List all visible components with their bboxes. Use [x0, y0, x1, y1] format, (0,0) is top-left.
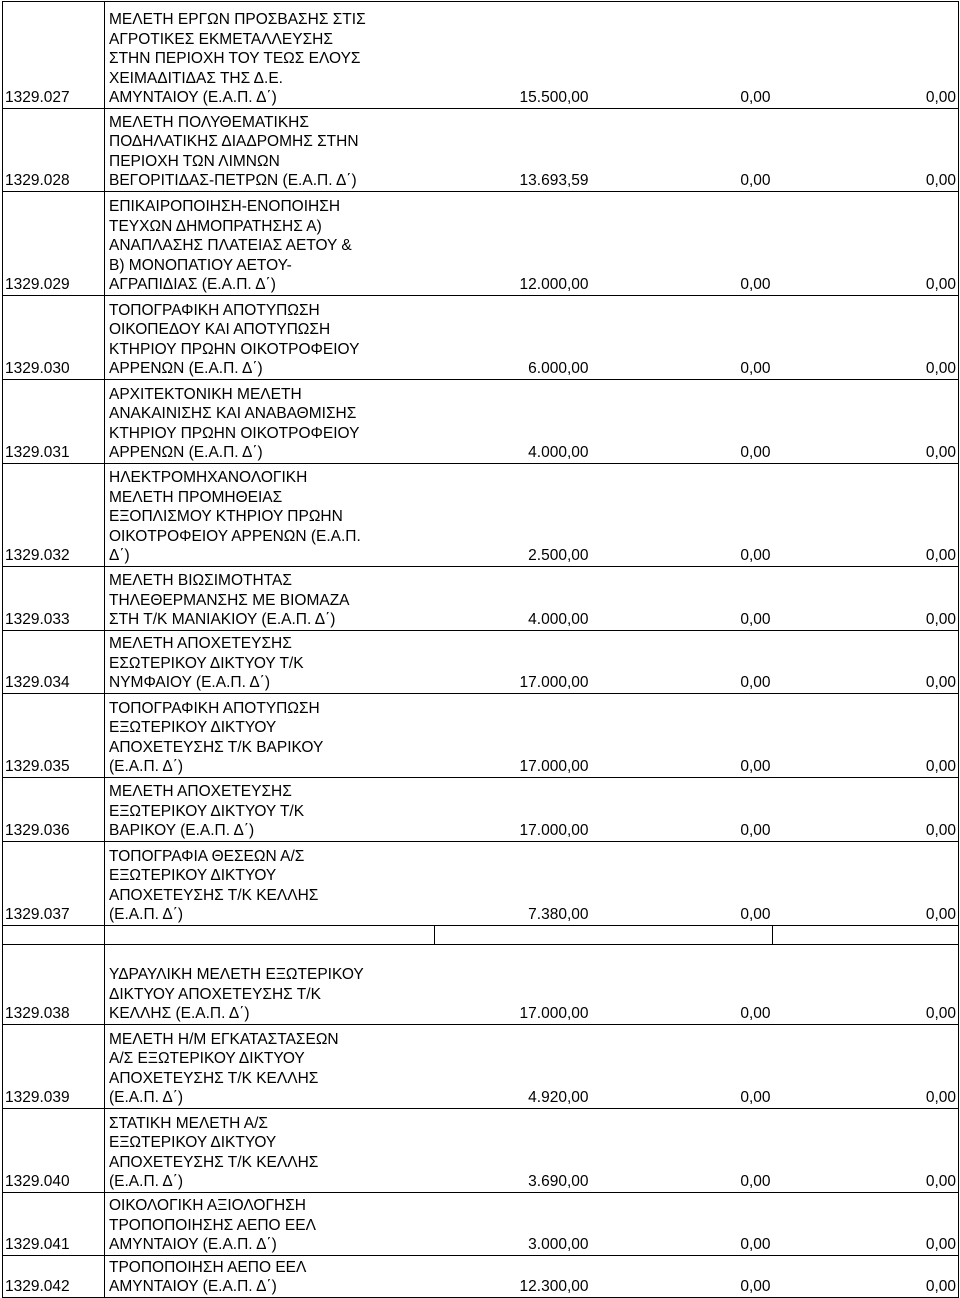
row-value-3: 0,00: [773, 1109, 959, 1193]
row-description: ΕΠΙΚΑΙΡΟΠΟΙΗΣΗ-ΕΝΟΠΟΙΗΣΗ ΤΕΥΧΩΝ ΔΗΜΟΠΡΑΤΗΣΗΣ Α) ΑΝΑΠΛΑΣΗΣ ΠΛΑΤΕΙΑΣ ΑΕΤΟΥ & Β) ΜΟΝΟΠΑΤΙΟΥ ΑΕΤΟΥ- ΑΓΡΑΠΙΔΙΑΣ (Ε.Α.Π. Δ΄): [105, 192, 435, 296]
row-code: 1329.029: [3, 192, 105, 296]
row-amount: 17.000,00: [435, 631, 591, 694]
row-value-3: 0,00: [773, 192, 959, 296]
row-value-2: 0,00: [591, 296, 773, 380]
row-description: ΣΤΑΤΙΚΗ ΜΕΛΕΤΗ Α/Σ ΕΞΩΤΕΡΙΚΟΥ ΔΙΚΤΥΟΥ ΑΠΟΧΕΤΕΥΣΗΣ Τ/Κ ΚΕΛΛΗΣ (Ε.Α.Π. Δ΄): [105, 1109, 435, 1193]
row-amount: 12.300,00: [435, 1256, 591, 1298]
row-code: 1329.030: [3, 296, 105, 380]
row-code: 1329.027: [3, 2, 105, 109]
row-amount: 4.000,00: [435, 380, 591, 464]
table-row: [3, 842, 959, 926]
row-description: ΤΟΠΟΓΡΑΦΙΚΗ ΑΠΟΤΥΠΩΣΗ ΕΞΩΤΕΡΙΚΟΥ ΔΙΚΤΥΟΥ ΑΠΟΧΕΤΕΥΣΗΣ Τ/Κ ΒΑΡΙΚΟΥ (Ε.Α.Π. Δ΄): [105, 694, 435, 778]
table-row: [3, 192, 959, 296]
row-amount: 17.000,00: [435, 694, 591, 778]
table-row: [3, 945, 959, 1025]
row-value-2: 0,00: [591, 380, 773, 464]
row-code: 1329.041: [3, 1193, 105, 1256]
row-code: 1329.033: [3, 567, 105, 631]
row-value-3: 0,00: [773, 842, 959, 926]
table-spacer: [3, 926, 959, 945]
row-value-2: 0,00: [591, 567, 773, 631]
row-value-2: 0,00: [591, 1109, 773, 1193]
row-description: ΤΟΠΟΓΡΑΦΙΑ ΘΕΣΕΩΝ Α/Σ ΕΞΩΤΕΡΙΚΟΥ ΔΙΚΤΥΟΥ ΑΠΟΧΕΤΕΥΣΗΣ Τ/Κ ΚΕΛΛΗΣ (Ε.Α.Π. Δ΄): [105, 842, 435, 926]
table-row: [3, 1025, 959, 1109]
row-value-3: 0,00: [773, 945, 959, 1025]
row-description: ΤΟΠΟΓΡΑΦΙΚΗ ΑΠΟΤΥΠΩΣΗ ΟΙΚΟΠΕΔΟΥ ΚΑΙ ΑΠΟΤΥΠΩΣΗ ΚΤΗΡΙΟΥ ΠΡΩΗΝ ΟΙΚΟΤΡΟΦΕΙΟΥ ΑΡΡΕΝΩΝ (Ε.Α.Π. Δ΄): [105, 296, 435, 380]
row-value-2: 0,00: [591, 1256, 773, 1298]
row-description: ΥΔΡΑΥΛΙΚΗ ΜΕΛΕΤΗ ΕΞΩΤΕΡΙΚΟΥ ΔΙΚΤΥΟΥ ΑΠΟΧΕΤΕΥΣΗΣ Τ/Κ ΚΕΛΛΗΣ (Ε.Α.Π. Δ΄): [105, 945, 435, 1025]
table-row: [3, 567, 959, 631]
row-value-3: 0,00: [773, 380, 959, 464]
row-code: 1329.035: [3, 694, 105, 778]
row-description: ΟΙΚΟΛΟΓΙΚΗ ΑΞΙΟΛΟΓΗΣΗ ΤΡΟΠΟΠΟΙΗΣΗΣ ΑΕΠΟ ΕΕΛ ΑΜΥΝΤΑΙΟΥ (Ε.Α.Π. Δ΄): [105, 1193, 435, 1256]
row-amount: 6.000,00: [435, 296, 591, 380]
row-amount: 7.380,00: [435, 842, 591, 926]
row-value-2: 0,00: [591, 1193, 773, 1256]
row-amount: 4.000,00: [435, 567, 591, 631]
row-value-3: 0,00: [773, 631, 959, 694]
row-amount: 17.000,00: [435, 945, 591, 1025]
table-row: [3, 631, 959, 694]
row-amount: 13.693,59: [435, 109, 591, 192]
row-description: ΜΕΛΕΤΗ Η/Μ ΕΓΚΑΤΑΣΤΑΣΕΩΝ Α/Σ ΕΞΩΤΕΡΙΚΟΥ ΔΙΚΤΥΟΥ ΑΠΟΧΕΤΕΥΣΗΣ Τ/Κ ΚΕΛΛΗΣ (Ε.Α.Π. Δ΄): [105, 1025, 435, 1109]
row-description: ΤΡΟΠΟΠΟΙΗΣΗ ΑΕΠΟ ΕΕΛ ΑΜΥΝΤΑΙΟΥ (Ε.Α.Π. Δ΄): [105, 1256, 435, 1298]
row-amount: 3.690,00: [435, 1109, 591, 1193]
row-code: 1329.028: [3, 109, 105, 192]
row-description: ΑΡΧΙΤΕΚΤΟΝΙΚΗ ΜΕΛΕΤΗ ΑΝΑΚΑΙΝΙΣΗΣ ΚΑΙ ΑΝΑΒΑΘΜΙΣΗΣ ΚΤΗΡΙΟΥ ΠΡΩΗΝ ΟΙΚΟΤΡΟΦΕΙΟΥ ΑΡΡΕΝΩΝ (Ε.Α.Π. Δ΄): [105, 380, 435, 464]
table-row: [3, 2, 959, 109]
row-value-3: 0,00: [773, 1025, 959, 1109]
row-value-2: 0,00: [591, 945, 773, 1025]
table-row: [3, 778, 959, 842]
table-row: [3, 1109, 959, 1193]
row-code: 1329.039: [3, 1025, 105, 1109]
budget-table: [2, 1, 959, 1298]
table-row: [3, 296, 959, 380]
row-value-3: 0,00: [773, 567, 959, 631]
row-code: 1329.036: [3, 778, 105, 842]
row-description: ΜΕΛΕΤΗ ΕΡΓΩΝ ΠΡΟΣΒΑΣΗΣ ΣΤΙΣ ΑΓΡΟΤΙΚΕΣ ΕΚΜΕΤΑΛΛΕΥΣΗΣ ΣΤΗΝ ΠΕΡΙΟΧΗ ΤΟΥ ΤΕΩΣ ΕΛΟΥΣ ΧΕΙΜΑΔΙΤΙΔΑΣ ΤΗΣ Δ.Ε. ΑΜΥΝΤΑΙΟΥ (Ε.Α.Π. Δ΄): [105, 2, 435, 109]
table-row: [3, 694, 959, 778]
row-description: ΜΕΛΕΤΗ ΑΠΟΧΕΤΕΥΣΗΣ ΕΞΩΤΕΡΙΚΟΥ ΔΙΚΤΥΟΥ Τ/Κ ΒΑΡΙΚΟΥ (Ε.Α.Π. Δ΄): [105, 778, 435, 842]
table-row: [3, 1256, 959, 1298]
row-amount: 3.000,00: [435, 1193, 591, 1256]
row-value-3: 0,00: [773, 2, 959, 109]
row-value-2: 0,00: [591, 631, 773, 694]
table-row: [3, 380, 959, 464]
row-description: ΗΛΕΚΤΡΟΜΗΧΑΝΟΛΟΓΙΚΗ ΜΕΛΕΤΗ ΠΡΟΜΗΘΕΙΑΣ ΕΞΟΠΛΙΣΜΟΥ ΚΤΗΡΙΟΥ ΠΡΩΗΝ ΟΙΚΟΤΡΟΦΕΙΟΥ ΑΡΡΕΝΩΝ (Ε.Α.Π. Δ΄): [105, 464, 435, 567]
row-value-3: 0,00: [773, 778, 959, 842]
row-code: 1329.031: [3, 380, 105, 464]
row-code: 1329.038: [3, 945, 105, 1025]
row-description: ΜΕΛΕΤΗ ΒΙΩΣΙΜΟΤΗΤΑΣ ΤΗΛΕΘΕΡΜΑΝΣΗΣ ΜΕ ΒΙΟΜΑΖΑ ΣΤΗ Τ/Κ ΜΑΝΙΑΚΙΟΥ (Ε.Α.Π. Δ΄): [105, 567, 435, 631]
row-amount: 17.000,00: [435, 778, 591, 842]
row-value-2: 0,00: [591, 109, 773, 192]
table-row: [3, 464, 959, 567]
row-amount: 15.500,00: [435, 2, 591, 109]
row-amount: 12.000,00: [435, 192, 591, 296]
row-value-3: 0,00: [773, 694, 959, 778]
row-value-3: 0,00: [773, 464, 959, 567]
row-value-3: 0,00: [773, 109, 959, 192]
row-value-2: 0,00: [591, 778, 773, 842]
row-value-3: 0,00: [773, 1193, 959, 1256]
row-code: 1329.034: [3, 631, 105, 694]
row-description: ΜΕΛΕΤΗ ΠΟΛΥΘΕΜΑΤΙΚΗΣ ΠΟΔΗΛΑΤΙΚΗΣ ΔΙΑΔΡΟΜΗΣ ΣΤΗΝ ΠΕΡΙΟΧΗ ΤΩΝ ΛΙΜΝΩΝ ΒΕΓΟΡΙΤΙΔΑΣ-ΠΕΤΡΩΝ (Ε.Α.Π. Δ΄): [105, 109, 435, 192]
row-value-2: 0,00: [591, 192, 773, 296]
table-row: [3, 1193, 959, 1256]
row-amount: 2.500,00: [435, 464, 591, 567]
row-description: ΜΕΛΕΤΗ ΑΠΟΧΕΤΕΥΣΗΣ ΕΣΩΤΕΡΙΚΟΥ ΔΙΚΤΥΟΥ Τ/Κ ΝΥΜΦΑΙΟΥ (Ε.Α.Π. Δ΄): [105, 631, 435, 694]
row-value-2: 0,00: [591, 694, 773, 778]
row-value-2: 0,00: [591, 1025, 773, 1109]
row-amount: 4.920,00: [435, 1025, 591, 1109]
table-row: [3, 109, 959, 192]
row-value-2: 0,00: [591, 842, 773, 926]
row-code: 1329.037: [3, 842, 105, 926]
row-code: 1329.040: [3, 1109, 105, 1193]
row-value-2: 0,00: [591, 464, 773, 567]
row-value-3: 0,00: [773, 296, 959, 380]
row-code: 1329.032: [3, 464, 105, 567]
row-code: 1329.042: [3, 1256, 105, 1298]
row-value-3: 0,00: [773, 1256, 959, 1298]
row-value-2: 0,00: [591, 2, 773, 109]
